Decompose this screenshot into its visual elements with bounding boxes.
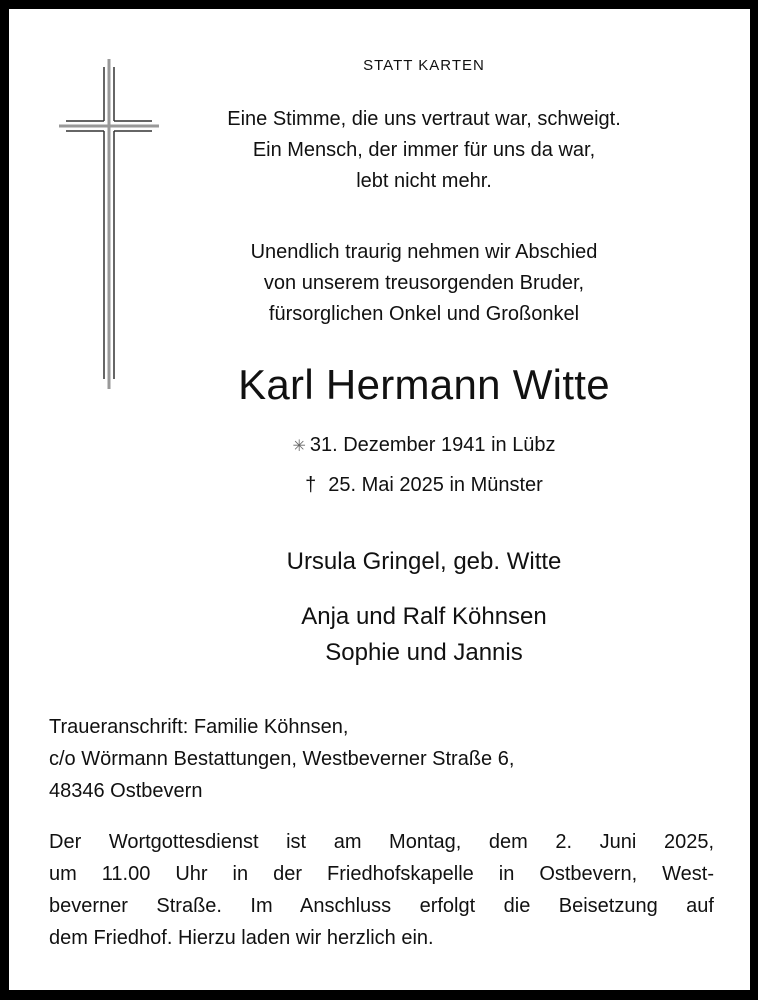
verse-line: Ein Mensch, der immer für uns da war, xyxy=(252,139,596,161)
mourner-group xyxy=(139,544,709,580)
mourner-line: Anja und Ralf Köhnsen xyxy=(301,603,547,630)
farewell-text xyxy=(139,237,709,330)
birth-date xyxy=(139,434,709,457)
address-line: 48346 Ostbevern xyxy=(49,780,203,802)
mourner-group xyxy=(139,599,709,671)
deceased-name: Karl Hermann Witte xyxy=(238,361,610,408)
obituary-notice xyxy=(9,9,750,990)
mourner-line: Sophie und Jannis xyxy=(325,639,523,666)
header-statt-karten: STATT KARTEN xyxy=(363,57,485,74)
verse-line: Eine Stimme, die uns vertraut war, schweigt. xyxy=(227,108,621,130)
farewell-line: von unserem treusorgenden Bruder, xyxy=(263,272,585,294)
address-line: c/o Wörmann Bestattungen, Westbeverner Straße 6, xyxy=(49,748,515,770)
birth-star-icon: ✳ xyxy=(292,438,306,455)
service-line: Der Wortgottesdienst ist am Montag, dem 2. Juni 2025, xyxy=(49,831,714,853)
mourner-line: Ursula Gringel, geb. Witte xyxy=(286,548,562,575)
death-date xyxy=(139,474,709,497)
address-line: Traueranschrift: Familie Köhnsen, xyxy=(49,716,349,738)
farewell-line: fürsorglichen Onkel und Großonkel xyxy=(268,303,580,325)
service-info xyxy=(49,826,714,954)
verse xyxy=(139,104,709,197)
death-text: 25. Mai 2025 in Münster xyxy=(328,474,543,496)
service-line: dem Friedhof. Hierzu laden wir herzlich ein. xyxy=(49,927,434,949)
death-dagger-icon: † xyxy=(305,474,317,496)
mourning-address xyxy=(49,711,714,807)
birth-text: 31. Dezember 1941 in Lübz xyxy=(309,434,556,456)
verse-line: lebt nicht mehr. xyxy=(356,170,492,192)
service-line: beverner Straße. Im Anschluss erfolgt die Beisetzung auf xyxy=(49,895,714,917)
farewell-line: Unendlich traurig nehmen wir Abschied xyxy=(250,241,598,263)
service-line: um 11.00 Uhr in der Friedhofskapelle in Ostbevern, West- xyxy=(49,863,714,885)
